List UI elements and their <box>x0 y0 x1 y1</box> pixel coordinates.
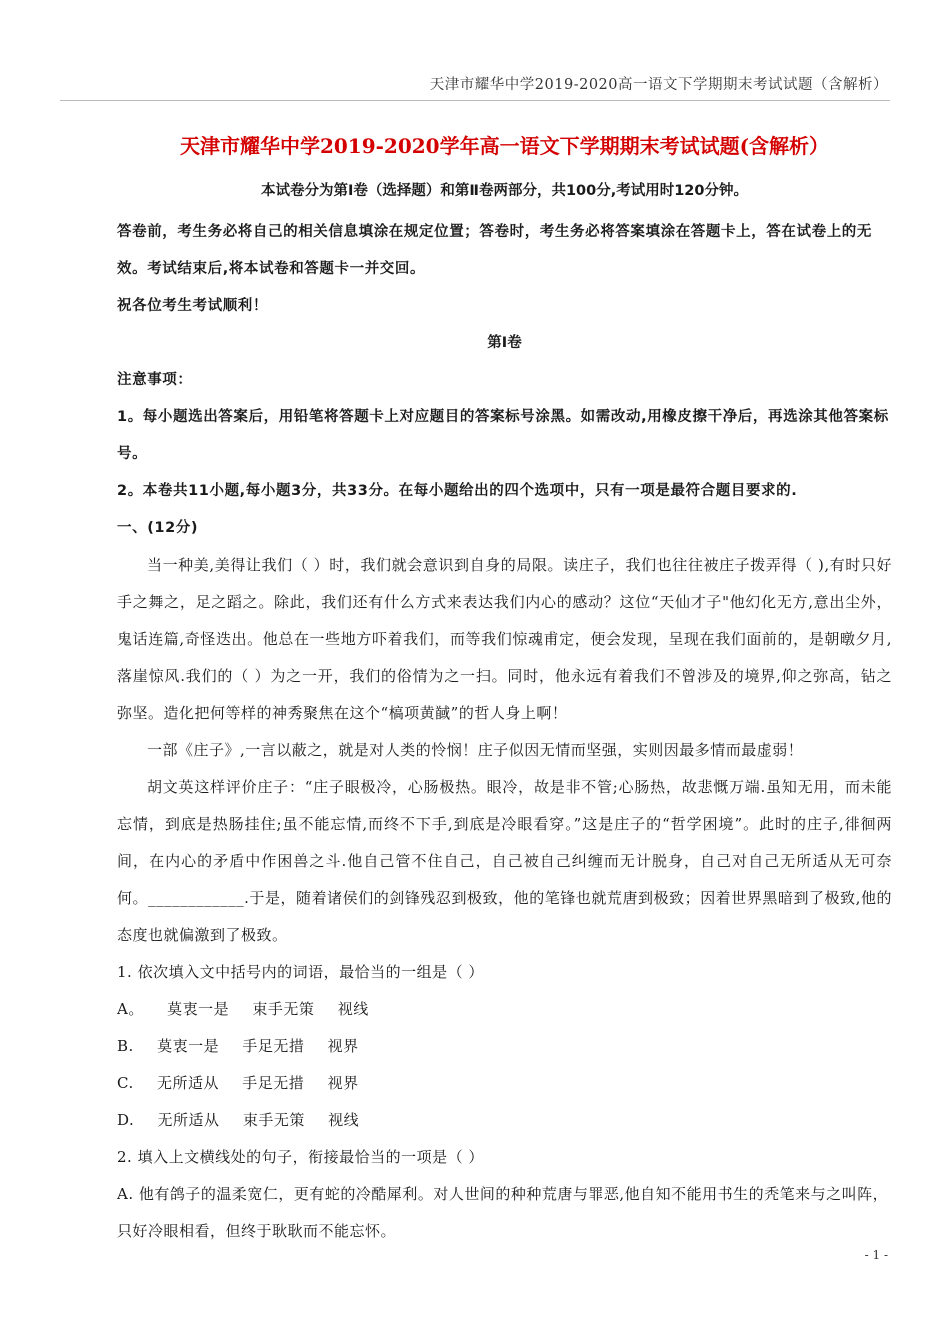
answer-option <box>117 1102 892 1139</box>
part-heading: 一、(12分) <box>117 520 199 536</box>
option-word: 无所适从 <box>157 1111 220 1129</box>
option-word: 束手无策 <box>252 1000 315 1018</box>
header-divider <box>60 100 890 101</box>
option-word: 无所适从 <box>157 1074 220 1092</box>
option-letter: A。 <box>117 1000 144 1018</box>
answer-option <box>117 1065 892 1102</box>
option-word: 手足无措 <box>242 1037 305 1055</box>
option-letter: B. <box>117 1037 134 1055</box>
running-header: 天津市耀华中学2019-2020高一语文下学期期末考试试题（含解析） <box>429 77 888 93</box>
section-title: 第Ⅰ卷 <box>487 335 522 351</box>
passage-paragraph: 当一种美,美得让我们（ ）时，我们就会意识到自身的局限。读庄子，我们也往往被庄子拨弄得（ ),有时只好手之舞之，足之蹈之。除此，我们还有什么方式来表达我们内心的感动？这位“天仙才子"他幻化无方,意出尘外，鬼话连篇,奇怪迭出。他总在一些地方吓着我们，而等我们惊魂甫定，便会发现，呈现在我们面前的，是朝暾夕月,落崖惊风.我们的（ ）为之一开，我们的俗情为之一扫。同时，他永远有着我们不曾涉及的境界,仰之弥高，钻之弥坚。造化把何等样的神秀聚焦在这个“槁项黄馘”的哲人身上啊！ <box>117 556 892 722</box>
note-item: 1。每小题选出答案后，用铅笔将答题卡上对应题目的答案标号涂黑。如需改动,用橡皮擦干净后，再选涂其他答案标号。 <box>117 409 889 462</box>
option-word: 视界 <box>327 1074 359 1092</box>
option-letter: D. <box>117 1111 135 1129</box>
option-word: 手足无措 <box>242 1074 305 1092</box>
answer-option <box>117 1028 892 1065</box>
option-letter: C. <box>117 1074 134 1092</box>
instruction-paragraph: 答卷前，考生务必将自己的相关信息填涂在规定位置；答卷时，考生务必将答案填涂在答题卡上，答在试卷上的无效。考试结束后,将本试卷和答题卡一并交回。 <box>117 224 872 277</box>
option-word: 束手无策 <box>242 1111 305 1129</box>
question-stem: 2. 填入上文横线处的句子，衔接最恰当的一项是（ ） <box>117 1148 484 1166</box>
option-word: 视线 <box>328 1111 360 1129</box>
question-stem: 1. 依次填入文中括号内的词语，最恰当的一组是（ ） <box>117 963 484 981</box>
document-title: 天津市耀华中学2019-2020学年高一语文下学期期末考试试题(含解析） <box>179 134 830 158</box>
option-word: 视界 <box>327 1037 359 1055</box>
page-number: - 1 - <box>864 1248 888 1262</box>
option-word: 莫衷一是 <box>157 1037 220 1055</box>
passage-paragraph: 胡文英这样评价庄子：“庄子眼极冷，心肠极热。眼冷，故是非不管;心肠热，故悲慨万端.虽知无用，而未能忘情，到底是热肠挂住;虽不能忘情,而终不下手,到底是冷眼看穿。”这是庄子的“哲学困境”。此时的庄子,徘徊两间，在内心的矛盾中作困兽之斗.他自己管不住自己，自己被自己纠缠而无计脱身，自己对自己无所适从无可奈何。____________.于是，随着诸侯们的剑锋残忍到极致，他的笔锋也就荒唐到极致；因着世界黑暗到了极致,他的态度也就偏激到了极致。 <box>117 778 892 944</box>
answer-option <box>117 991 892 1028</box>
passage-paragraph: 一部《庄子》,一言以蔽之，就是对人类的怜悯！庄子似因无情而坚强，实则因最多情而最虚弱！ <box>147 741 804 759</box>
option-word: 视线 <box>337 1000 369 1018</box>
exam-subtitle: 本试卷分为第Ⅰ卷（选择题）和第Ⅱ卷两部分，共100分,考试用时120分钟。 <box>261 183 748 199</box>
good-luck-line: 祝各位考生考试顺利！ <box>117 298 268 314</box>
page-content <box>117 130 892 1250</box>
note-item: 2。本卷共11小题,每小题3分，共33分。在每小题给出的四个选项中，只有一项是最符合题目要求的. <box>117 483 798 499</box>
answer-option: A. 他有鸽子的温柔宽仁，更有蛇的冷酷犀利。对人世间的种种荒唐与罪恶,他自知不能用书生的秃笔来与之叫阵，只好冷眼相看，但终于耿耿而不能忘怀。 <box>117 1185 889 1240</box>
option-word: 莫衷一是 <box>167 1000 230 1018</box>
notes-heading: 注意事项： <box>117 372 193 388</box>
